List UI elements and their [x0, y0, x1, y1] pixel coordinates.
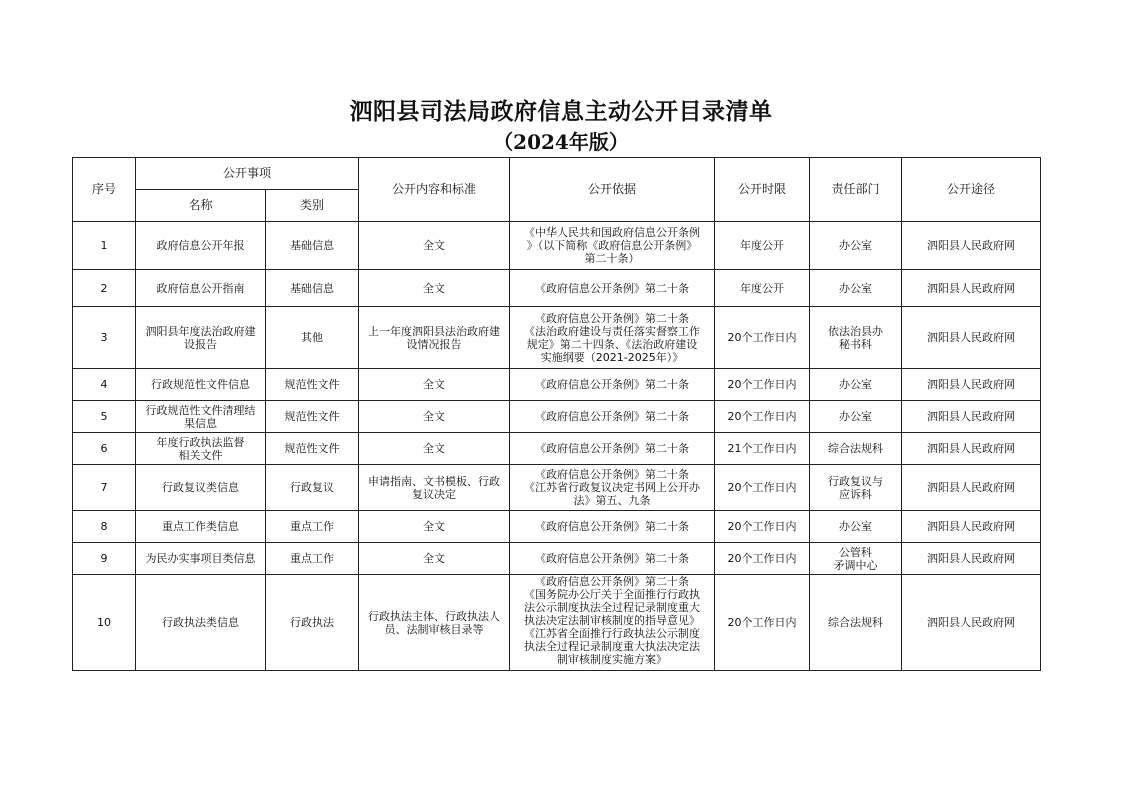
row-content-cell: 全文	[359, 401, 510, 433]
row-basis-cell: 《政府信息公开条例》第二十条	[510, 511, 715, 543]
row-basis-cell: 《政府信息公开条例》第二十条	[510, 369, 715, 401]
row-basis-cell: 《政府信息公开条例》第二十条	[510, 401, 715, 433]
row-content-cell: 全文	[359, 543, 510, 575]
header-content: 公开内容和标准	[359, 158, 510, 222]
table-row	[73, 575, 1041, 671]
disclosure-table	[72, 157, 1041, 671]
header-category: 类别	[266, 190, 359, 222]
row-name-cell: 政府信息公开年报	[136, 222, 266, 270]
row-channel-cell: 泗阳县人民政府网	[902, 575, 1041, 671]
row-content-cell: 全文	[359, 369, 510, 401]
header-time: 公开时限	[715, 158, 810, 222]
row-time-cell: 20个工作日内	[715, 543, 810, 575]
row-seq-cell: 2	[73, 270, 136, 307]
row-category-cell: 规范性文件	[266, 369, 359, 401]
row-seq-cell: 10	[73, 575, 136, 671]
row-dept-cell: 依法治县办 秘书科	[810, 307, 902, 369]
row-time-cell: 20个工作日内	[715, 511, 810, 543]
row-name-cell: 为民办实事项目类信息	[136, 543, 266, 575]
document-subtitle: （2024年版）	[493, 130, 629, 154]
row-content-cell: 上一年度泗阳县法治政府建 设情况报告	[359, 307, 510, 369]
row-dept-cell: 综合法规科	[810, 575, 902, 671]
row-dept-cell: 办公室	[810, 369, 902, 401]
row-basis-cell: 《政府信息公开条例》第二十条	[510, 270, 715, 307]
row-channel-cell: 泗阳县人民政府网	[902, 369, 1041, 401]
row-name-cell: 行政执法类信息	[136, 575, 266, 671]
row-name-cell: 泗阳县年度法治政府建 设报告	[136, 307, 266, 369]
row-time-cell: 20个工作日内	[715, 369, 810, 401]
row-category-cell: 规范性文件	[266, 401, 359, 433]
row-seq-cell: 9	[73, 543, 136, 575]
row-basis-cell	[510, 575, 715, 671]
row-channel-cell: 泗阳县人民政府网	[902, 401, 1041, 433]
header-dept: 责任部门	[810, 158, 902, 222]
row-content-cell: 行政执法主体、行政执法人 员、法制审核目录等	[359, 575, 510, 671]
row-channel-cell: 泗阳县人民政府网	[902, 465, 1041, 511]
row-time-cell: 20个工作日内	[715, 575, 810, 671]
row-seq-cell: 1	[73, 222, 136, 270]
row-category-cell: 基础信息	[266, 270, 359, 307]
row-basis-cell: 《政府信息公开条例》第二十条 《江苏省行政复议决定书网上公开办 法》第五、九条	[510, 465, 715, 511]
row-time-cell: 21个工作日内	[715, 433, 810, 465]
row-channel-cell: 泗阳县人民政府网	[902, 433, 1041, 465]
table-row	[73, 511, 1041, 543]
row-time-cell: 20个工作日内	[715, 465, 810, 511]
row-channel-cell: 泗阳县人民政府网	[902, 511, 1041, 543]
row-dept-cell: 办公室	[810, 511, 902, 543]
row-category-cell: 基础信息	[266, 222, 359, 270]
row-channel-cell: 泗阳县人民政府网	[902, 307, 1041, 369]
row-name-cell: 行政规范性文件清理结 果信息	[136, 401, 266, 433]
row-name-cell: 年度行政执法监督 相关文件	[136, 433, 266, 465]
row-seq-cell: 5	[73, 401, 136, 433]
row-seq-cell: 7	[73, 465, 136, 511]
row-content-cell: 全文	[359, 270, 510, 307]
row-time-cell: 年度公开	[715, 222, 810, 270]
row-time-cell: 年度公开	[715, 270, 810, 307]
row-name-cell: 行政规范性文件信息	[136, 369, 266, 401]
row-content-cell: 申请指南、文书模板、行政 复议决定	[359, 465, 510, 511]
header-channel: 公开途径	[902, 158, 1041, 222]
row-dept-cell: 综合法规科	[810, 433, 902, 465]
table-row	[73, 270, 1041, 307]
row-category-cell: 行政复议	[266, 465, 359, 511]
row-content-cell: 全文	[359, 511, 510, 543]
table-row	[73, 543, 1041, 575]
row-dept-cell: 办公室	[810, 222, 902, 270]
row-channel-cell: 泗阳县人民政府网	[902, 222, 1041, 270]
table-row	[73, 401, 1041, 433]
row-category-cell: 重点工作	[266, 543, 359, 575]
row-seq-cell: 3	[73, 307, 136, 369]
header-basis: 公开依据	[510, 158, 715, 222]
row-basis-cell: 《中华人民共和国政府信息公开条例 》（以下简称《政府信息公开条例》 第二十条）	[510, 222, 715, 270]
basis-text-clip: 《政府信息公开条例》第二十条 《国务院办公厅关于全面推行行政执 法公示制度执法全过程记录制度重大 执法决定法制审核制度的指导意见》 《江苏省全面推行行政执法公示制度 执法全过程记录制度重大执法决定法 制审核制度实施方案》	[524, 575, 701, 666]
row-content-cell: 全文	[359, 433, 510, 465]
row-basis-cell: 《政府信息公开条例》第二十条 《法治政府建设与责任落实督察工作 规定》第二十四条、《法治政府建设 实施纲要（2021-2025年）》	[510, 307, 715, 369]
row-category-cell: 其他	[266, 307, 359, 369]
row-dept-cell: 公管科 矛调中心	[810, 543, 902, 575]
table-row	[73, 369, 1041, 401]
table-row	[73, 433, 1041, 465]
row-name-cell: 重点工作类信息	[136, 511, 266, 543]
row-dept-cell: 办公室	[810, 401, 902, 433]
row-channel-cell: 泗阳县人民政府网	[902, 543, 1041, 575]
table-row	[73, 465, 1041, 511]
row-category-cell: 行政执法	[266, 575, 359, 671]
row-seq-cell: 6	[73, 433, 136, 465]
row-channel-cell: 泗阳县人民政府网	[902, 270, 1041, 307]
row-basis-cell: 《政府信息公开条例》第二十条	[510, 543, 715, 575]
row-category-cell: 规范性文件	[266, 433, 359, 465]
header-name: 名称	[136, 190, 266, 222]
row-content-cell: 全文	[359, 222, 510, 270]
row-dept-cell: 办公室	[810, 270, 902, 307]
row-time-cell: 20个工作日内	[715, 401, 810, 433]
row-name-cell: 政府信息公开指南	[136, 270, 266, 307]
table-row	[73, 222, 1041, 270]
row-seq-cell: 4	[73, 369, 136, 401]
document-title: 泗阳县司法局政府信息主动公开目录清单	[349, 98, 773, 125]
row-basis-cell: 《政府信息公开条例》第二十条	[510, 433, 715, 465]
row-time-cell: 20个工作日内	[715, 307, 810, 369]
header-seq: 序号	[73, 158, 136, 222]
row-dept-cell: 行政复议与 应诉科	[810, 465, 902, 511]
header-item: 公开事项	[136, 158, 359, 190]
row-seq-cell: 8	[73, 511, 136, 543]
row-name-cell: 行政复议类信息	[136, 465, 266, 511]
table-row	[73, 307, 1041, 369]
row-category-cell: 重点工作	[266, 511, 359, 543]
